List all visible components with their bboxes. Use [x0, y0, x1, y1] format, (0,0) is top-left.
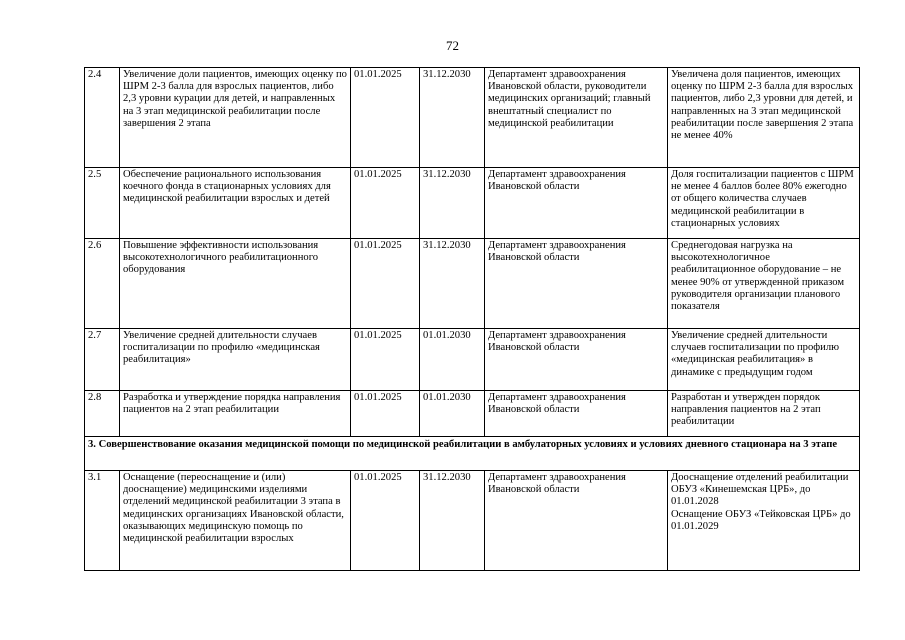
end-date: 31.12.2030 [420, 168, 485, 239]
table-row [85, 168, 860, 239]
section-title: 3. Совершенствование оказания медицинской помощи по медицинской реабилитации в амбулаторных условиях и условиях дневного стационара на 3 этапе [85, 437, 860, 471]
expected-result: Разработан и утвержден порядок направления пациентов на 2 этап реабилитации [668, 391, 860, 437]
start-date: 01.01.2025 [351, 239, 420, 329]
table-row [85, 391, 860, 437]
measure-name: Повышение эффективности использования высокотехнологичного реабилитационного оборудования [120, 239, 351, 329]
expected-result: Увеличение средней длительности случаев госпитализации по профилю «медицинская реабилитация» в динамике с предыдущим годом [668, 329, 860, 391]
result-line: Дооснащение отделений реабилитации ОБУЗ «Кинешемская ЦРБ», до 01.01.2028 [671, 472, 849, 508]
measure-name: Разработка и утверждение порядка направления пациентов на 2 этап реабилитации [120, 391, 351, 437]
end-date: 31.12.2030 [420, 239, 485, 329]
end-date: 01.01.2030 [420, 391, 485, 437]
end-date: 31.12.2030 [420, 68, 485, 168]
responsible-party: Департамент здравоохранения Ивановской области [485, 471, 668, 571]
page-number: 72 [446, 38, 459, 53]
table-row [85, 329, 860, 391]
row-number: 2.6 [85, 239, 120, 329]
responsible-party: Департамент здравоохранения Ивановской области [485, 391, 668, 437]
start-date: 01.01.2025 [351, 329, 420, 391]
row-number: 2.5 [85, 168, 120, 239]
row-number: 2.7 [85, 329, 120, 391]
section-header-row [85, 437, 860, 471]
responsible-party: Департамент здравоохранения Ивановской области, руководители медицинских организаций; главный внештатный специалист по медицинской реабилитации [485, 68, 668, 168]
table-row [85, 239, 860, 329]
end-date: 01.01.2030 [420, 329, 485, 391]
expected-result [668, 471, 860, 571]
responsible-party: Департамент здравоохранения Ивановской области [485, 329, 668, 391]
row-number: 2.4 [85, 68, 120, 168]
start-date: 01.01.2025 [351, 168, 420, 239]
measure-name: Оснащение (переоснащение и (или) дооснащение) медицинскими изделиями отделений медицинской реабилитации 3 этапа в медицинских организациях Ивановской области, оказывающих медицинскую помощь по медицинской реабилитации взрослых [120, 471, 351, 571]
measure-name: Обеспечение рационального использования коечного фонда в стационарных условиях для медицинской реабилитации взрослых и детей [120, 168, 351, 239]
table-row [85, 471, 860, 571]
responsible-party: Департамент здравоохранения Ивановской области [485, 239, 668, 329]
table-row [85, 68, 860, 168]
start-date: 01.01.2025 [351, 68, 420, 168]
expected-result: Доля госпитализации пациентов с ШРМ не менее 4 баллов более 80% ежегодно от общего количества случаев медицинской реабилитации в стационарных условиях [668, 168, 860, 239]
expected-result: Среднегодовая нагрузка на высокотехнологичное реабилитационное оборудование – не менее 90% от утвержденной приказом руководителя организации планового показателя [668, 239, 860, 329]
start-date: 01.01.2025 [351, 471, 420, 571]
result-line: Оснащение ОБУЗ «Тейковская ЦРБ» до 01.01.2029 [671, 508, 851, 532]
responsible-party: Департамент здравоохранения Ивановской области [485, 168, 668, 239]
measure-name: Увеличение доли пациентов, имеющих оценку по ШРМ 2-3 балла для взрослых пациентов, либо 2,3 уровни курации для детей, и направленных на 3 этап медицинской реабилитации после завершения 2 этапа [120, 68, 351, 168]
measure-name: Увеличение средней длительности случаев госпитализации по профилю «медицинская реабилитация» [120, 329, 351, 391]
row-number: 3.1 [85, 471, 120, 571]
start-date: 01.01.2025 [351, 391, 420, 437]
row-number: 2.8 [85, 391, 120, 437]
measures-table [84, 67, 860, 571]
end-date: 31.12.2030 [420, 471, 485, 571]
expected-result: Увеличена доля пациентов, имеющих оценку по ШРМ 2-3 балла для взрослых пациентов, либо 2,3 уровни для детей, и направленных на 3 этап медицинской реабилитации после завершения 2 этапа не менее 40% [668, 68, 860, 168]
